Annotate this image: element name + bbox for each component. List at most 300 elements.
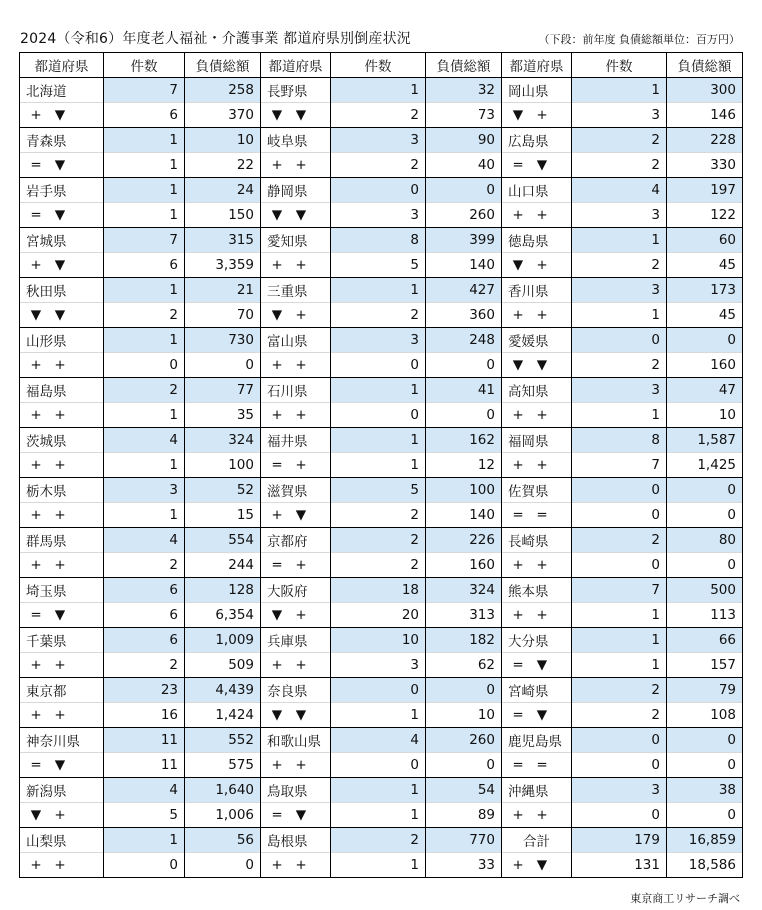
count-value: 2 xyxy=(104,378,185,403)
prefecture-name: 奈良県 xyxy=(261,678,331,703)
change-indicators xyxy=(261,703,331,728)
count-change-mark: = xyxy=(512,707,524,723)
debt-change-mark: = xyxy=(536,757,548,773)
prefecture-name: 長野県 xyxy=(261,78,331,103)
table-row-prev-year xyxy=(20,353,261,378)
change-indicators xyxy=(20,853,104,878)
debt-change-mark: + xyxy=(54,707,66,723)
count-value: 0 xyxy=(572,328,667,353)
prev-count-value: 0 xyxy=(331,353,426,378)
prefecture-name: 新潟県 xyxy=(20,778,104,803)
prefecture-name: 島根県 xyxy=(261,828,331,853)
table-row-prev-year xyxy=(20,103,261,128)
table-row xyxy=(261,178,502,203)
prev-debt-value: 0 xyxy=(426,753,502,778)
table-row xyxy=(261,578,502,603)
table-row-prev-year xyxy=(20,203,261,228)
table-row xyxy=(502,228,743,253)
prev-debt-value: 0 xyxy=(426,353,502,378)
count-change-mark: = xyxy=(512,507,524,523)
debt-change-mark: = xyxy=(536,507,548,523)
change-indicators xyxy=(502,403,572,428)
count-change-mark: = xyxy=(30,207,42,223)
table-row xyxy=(502,628,743,653)
prev-debt-value: 0 xyxy=(667,503,743,528)
debt-change-mark: + xyxy=(536,557,548,573)
prev-count-value: 1 xyxy=(104,203,185,228)
table-row xyxy=(261,478,502,503)
prev-debt-value: 330 xyxy=(667,153,743,178)
count-change-mark: = xyxy=(271,807,283,823)
prev-count-value: 0 xyxy=(572,803,667,828)
prev-debt-value: 3,359 xyxy=(185,253,261,278)
prefecture-name: 北海道 xyxy=(20,78,104,103)
debt-value: 248 xyxy=(426,328,502,353)
count-change-mark: + xyxy=(512,807,524,823)
prev-count-value: 5 xyxy=(331,253,426,278)
change-indicators xyxy=(20,553,104,578)
count-change-mark: = xyxy=(512,757,524,773)
table-row-prev-year xyxy=(502,653,743,678)
count-change-mark: + xyxy=(512,307,524,323)
prev-count-value: 1 xyxy=(331,853,426,878)
debt-value: 21 xyxy=(185,278,261,303)
prefecture-name: 鹿児島県 xyxy=(502,728,572,753)
prev-debt-value: 0 xyxy=(185,853,261,878)
prev-count-value: 3 xyxy=(331,203,426,228)
prev-count-value: 0 xyxy=(104,353,185,378)
count-change-mark: + xyxy=(512,407,524,423)
count-value: 11 xyxy=(104,728,185,753)
count-change-mark: + xyxy=(512,457,524,473)
prefecture-name: 高知県 xyxy=(502,378,572,403)
prefecture-name: 沖縄県 xyxy=(502,778,572,803)
debt-value: 173 xyxy=(667,278,743,303)
count-value: 2 xyxy=(572,128,667,153)
prefecture-name: 神奈川県 xyxy=(20,728,104,753)
debt-change-mark: ▼ xyxy=(536,157,548,173)
table-row-prev-year xyxy=(502,603,743,628)
prev-count-value: 1 xyxy=(331,803,426,828)
table-row xyxy=(20,278,261,303)
table-row xyxy=(20,78,261,103)
prefecture-table-middle xyxy=(260,52,502,878)
change-indicators xyxy=(261,753,331,778)
prefecture-name: 石川県 xyxy=(261,378,331,403)
count-value: 1 xyxy=(331,278,426,303)
table-row-prev-year xyxy=(261,153,502,178)
change-indicators xyxy=(502,703,572,728)
debt-value: 54 xyxy=(426,778,502,803)
table-row-prev-year xyxy=(502,553,743,578)
change-indicators xyxy=(502,553,572,578)
count-change-mark: ▼ xyxy=(512,357,524,373)
table-row-prev-year xyxy=(20,653,261,678)
debt-change-mark: + xyxy=(295,557,307,573)
table-row-prev-year xyxy=(261,603,502,628)
prev-count-value: 5 xyxy=(104,803,185,828)
prev-debt-value: 244 xyxy=(185,553,261,578)
debt-change-mark: + xyxy=(295,757,307,773)
prev-debt-value: 73 xyxy=(426,103,502,128)
prev-debt-value: 260 xyxy=(426,203,502,228)
change-indicators xyxy=(20,603,104,628)
debt-value: 1,009 xyxy=(185,628,261,653)
prev-count-value: 131 xyxy=(572,853,667,878)
change-indicators xyxy=(20,753,104,778)
count-change-mark: + xyxy=(30,507,42,523)
debt-change-mark: + xyxy=(54,357,66,373)
change-indicators xyxy=(261,403,331,428)
count-change-mark: + xyxy=(30,357,42,373)
table-row-prev-year xyxy=(261,253,502,278)
table-row-prev-year xyxy=(502,753,743,778)
debt-change-mark: + xyxy=(54,407,66,423)
prefecture-name: 山形県 xyxy=(20,328,104,353)
table-row xyxy=(502,578,743,603)
debt-value: 226 xyxy=(426,528,502,553)
prev-debt-value: 122 xyxy=(667,203,743,228)
table-row xyxy=(502,478,743,503)
count-change-mark: = xyxy=(30,607,42,623)
prev-debt-value: 15 xyxy=(185,503,261,528)
prev-debt-value: 113 xyxy=(667,603,743,628)
table-row-prev-year xyxy=(502,253,743,278)
debt-change-mark: + xyxy=(536,807,548,823)
header-debt: 負債総額 xyxy=(185,53,261,78)
prev-debt-value: 140 xyxy=(426,503,502,528)
change-indicators xyxy=(20,203,104,228)
prefecture-name: 山梨県 xyxy=(20,828,104,853)
debt-change-mark: ▼ xyxy=(54,307,66,323)
prev-count-value: 0 xyxy=(104,853,185,878)
count-value: 1 xyxy=(572,78,667,103)
count-value: 4 xyxy=(104,428,185,453)
prev-count-value: 1 xyxy=(104,153,185,178)
debt-change-mark: ▼ xyxy=(536,657,548,673)
table-row-prev-year xyxy=(20,303,261,328)
prefecture-table-right xyxy=(501,52,743,878)
debt-value: 500 xyxy=(667,578,743,603)
prefecture-name: 徳島県 xyxy=(502,228,572,253)
table-row-prev-year xyxy=(261,703,502,728)
debt-change-mark: ▼ xyxy=(536,857,548,873)
table-row xyxy=(20,528,261,553)
count-value: 4 xyxy=(572,178,667,203)
change-indicators xyxy=(502,203,572,228)
count-value: 1 xyxy=(104,128,185,153)
prev-count-value: 1 xyxy=(104,503,185,528)
debt-change-mark: + xyxy=(54,457,66,473)
prev-count-value: 0 xyxy=(331,753,426,778)
debt-value: 0 xyxy=(426,178,502,203)
count-change-mark: + xyxy=(30,707,42,723)
change-indicators xyxy=(261,303,331,328)
table-row xyxy=(261,278,502,303)
debt-change-mark: + xyxy=(295,307,307,323)
count-value: 2 xyxy=(331,528,426,553)
table-row xyxy=(502,378,743,403)
count-change-mark: = xyxy=(512,157,524,173)
debt-change-mark: ▼ xyxy=(295,507,307,523)
table-row xyxy=(502,128,743,153)
table-row xyxy=(261,628,502,653)
prev-debt-value: 157 xyxy=(667,653,743,678)
debt-value: 324 xyxy=(185,428,261,453)
table-row xyxy=(502,78,743,103)
change-indicators xyxy=(261,603,331,628)
debt-change-mark: ▼ xyxy=(54,207,66,223)
count-value: 7 xyxy=(572,578,667,603)
prev-debt-value: 89 xyxy=(426,803,502,828)
prev-count-value: 2 xyxy=(572,153,667,178)
prev-debt-value: 45 xyxy=(667,253,743,278)
prev-count-value: 0 xyxy=(331,403,426,428)
count-change-mark: + xyxy=(30,657,42,673)
prev-count-value: 1 xyxy=(572,403,667,428)
debt-change-mark: ▼ xyxy=(54,257,66,273)
change-indicators xyxy=(502,853,572,878)
prev-count-value: 1 xyxy=(572,653,667,678)
table-row xyxy=(261,828,502,853)
prefecture-name: 茨城県 xyxy=(20,428,104,453)
header-count: 件数 xyxy=(104,53,185,78)
count-value: 8 xyxy=(572,428,667,453)
debt-value: 4,439 xyxy=(185,678,261,703)
prefecture-name: 大分県 xyxy=(502,628,572,653)
debt-value: 77 xyxy=(185,378,261,403)
table-row xyxy=(20,228,261,253)
table-row xyxy=(261,378,502,403)
prev-debt-value: 45 xyxy=(667,303,743,328)
table-row xyxy=(261,728,502,753)
debt-change-mark: + xyxy=(536,407,548,423)
change-indicators xyxy=(20,403,104,428)
prev-debt-value: 108 xyxy=(667,703,743,728)
prev-debt-value: 1,424 xyxy=(185,703,261,728)
table-row-prev-year xyxy=(502,303,743,328)
change-indicators xyxy=(261,653,331,678)
debt-value: 730 xyxy=(185,328,261,353)
prev-debt-value: 100 xyxy=(185,453,261,478)
prev-count-value: 1 xyxy=(104,403,185,428)
debt-value: 16,859 xyxy=(667,828,743,853)
prev-debt-value: 10 xyxy=(426,703,502,728)
prev-count-value: 0 xyxy=(572,503,667,528)
page-title: 2024（令和6）年度老人福祉・介護事業 都道府県別倒産状況 xyxy=(20,31,411,47)
debt-value: 399 xyxy=(426,228,502,253)
count-value: 3 xyxy=(331,328,426,353)
count-value: 1 xyxy=(331,428,426,453)
change-indicators xyxy=(502,453,572,478)
count-change-mark: + xyxy=(30,107,42,123)
prefecture-name: 京都府 xyxy=(261,528,331,553)
table-row xyxy=(20,628,261,653)
table-row xyxy=(20,828,261,853)
count-value: 4 xyxy=(104,528,185,553)
count-change-mark: + xyxy=(30,557,42,573)
count-value: 0 xyxy=(572,728,667,753)
table-row-prev-year xyxy=(261,203,502,228)
debt-value: 162 xyxy=(426,428,502,453)
debt-value: 38 xyxy=(667,778,743,803)
change-indicators xyxy=(261,503,331,528)
table-row-prev-year xyxy=(502,353,743,378)
prev-count-value: 2 xyxy=(331,553,426,578)
debt-value: 80 xyxy=(667,528,743,553)
prev-count-value: 2 xyxy=(331,153,426,178)
prefecture-name: 広島県 xyxy=(502,128,572,153)
prev-debt-value: 6,354 xyxy=(185,603,261,628)
count-change-mark: + xyxy=(271,657,283,673)
prefecture-name: 宮崎県 xyxy=(502,678,572,703)
debt-change-mark: + xyxy=(295,357,307,373)
count-value: 0 xyxy=(331,678,426,703)
change-indicators xyxy=(502,253,572,278)
prefecture-name: 山口県 xyxy=(502,178,572,203)
table-row xyxy=(20,428,261,453)
debt-change-mark: + xyxy=(295,157,307,173)
table-row xyxy=(20,178,261,203)
prev-count-value: 6 xyxy=(104,103,185,128)
header-prefecture: 都道府県 xyxy=(20,53,104,78)
change-indicators xyxy=(502,653,572,678)
table-row-prev-year xyxy=(502,803,743,828)
prev-debt-value: 10 xyxy=(667,403,743,428)
debt-value: 100 xyxy=(426,478,502,503)
table-row xyxy=(20,578,261,603)
table-row-prev-year xyxy=(261,403,502,428)
debt-change-mark: + xyxy=(536,307,548,323)
prev-count-value: 2 xyxy=(572,253,667,278)
prev-debt-value: 0 xyxy=(667,553,743,578)
prev-debt-value: 0 xyxy=(667,803,743,828)
count-change-mark: + xyxy=(271,407,283,423)
count-change-mark: ▼ xyxy=(271,207,283,223)
table-row-prev-year xyxy=(20,453,261,478)
debt-value: 128 xyxy=(185,578,261,603)
prev-debt-value: 313 xyxy=(426,603,502,628)
prev-debt-value: 22 xyxy=(185,153,261,178)
change-indicators xyxy=(502,303,572,328)
table-row-prev-year xyxy=(261,853,502,878)
table-row-prev-year xyxy=(502,453,743,478)
prev-debt-value: 0 xyxy=(185,353,261,378)
table-row-prev-year xyxy=(20,853,261,878)
count-value: 1 xyxy=(331,78,426,103)
prefecture-name: 宮城県 xyxy=(20,228,104,253)
table-row xyxy=(502,728,743,753)
count-value: 1 xyxy=(104,828,185,853)
prev-count-value: 20 xyxy=(331,603,426,628)
count-change-mark: + xyxy=(30,257,42,273)
debt-value: 260 xyxy=(426,728,502,753)
change-indicators xyxy=(20,303,104,328)
prev-count-value: 1 xyxy=(572,303,667,328)
table-row xyxy=(261,128,502,153)
table-row xyxy=(20,478,261,503)
count-change-mark: + xyxy=(30,407,42,423)
count-change-mark: + xyxy=(271,357,283,373)
count-value: 1 xyxy=(104,328,185,353)
table-row xyxy=(261,428,502,453)
source-credit: 東京商工リサーチ調べ xyxy=(630,892,740,905)
count-change-mark: + xyxy=(271,757,283,773)
table-row-prev-year xyxy=(20,603,261,628)
debt-change-mark: ▼ xyxy=(295,207,307,223)
prev-count-value: 0 xyxy=(572,753,667,778)
header-debt: 負債総額 xyxy=(426,53,502,78)
debt-change-mark: + xyxy=(295,607,307,623)
prefecture-name: 大阪府 xyxy=(261,578,331,603)
count-change-mark: = xyxy=(271,557,283,573)
debt-change-mark: ▼ xyxy=(295,107,307,123)
count-change-mark: + xyxy=(512,607,524,623)
count-value: 6 xyxy=(104,578,185,603)
count-value: 179 xyxy=(572,828,667,853)
table-row xyxy=(20,728,261,753)
header-count: 件数 xyxy=(331,53,426,78)
table-row xyxy=(261,78,502,103)
debt-change-mark: + xyxy=(54,557,66,573)
debt-change-mark: + xyxy=(295,407,307,423)
count-value: 1 xyxy=(331,378,426,403)
change-indicators xyxy=(261,353,331,378)
prev-debt-value: 360 xyxy=(426,303,502,328)
prev-debt-value: 575 xyxy=(185,753,261,778)
prev-count-value: 3 xyxy=(572,203,667,228)
change-indicators xyxy=(502,103,572,128)
prefecture-name: 静岡県 xyxy=(261,178,331,203)
prefecture-name: 富山県 xyxy=(261,328,331,353)
debt-value: 427 xyxy=(426,278,502,303)
prefecture-name: 群馬県 xyxy=(20,528,104,553)
count-change-mark: ▼ xyxy=(30,807,42,823)
debt-value: 10 xyxy=(185,128,261,153)
prev-count-value: 6 xyxy=(104,253,185,278)
prefecture-name: 福岡県 xyxy=(502,428,572,453)
debt-change-mark: + xyxy=(295,257,307,273)
debt-value: 41 xyxy=(426,378,502,403)
prev-debt-value: 160 xyxy=(426,553,502,578)
count-change-mark: + xyxy=(512,557,524,573)
debt-change-mark: ▼ xyxy=(54,607,66,623)
prev-debt-value: 70 xyxy=(185,303,261,328)
prev-count-value: 6 xyxy=(104,603,185,628)
table-row xyxy=(261,678,502,703)
count-change-mark: + xyxy=(512,207,524,223)
prev-count-value: 1 xyxy=(572,603,667,628)
table-row xyxy=(20,328,261,353)
table-row xyxy=(20,778,261,803)
table-row xyxy=(261,528,502,553)
debt-value: 1,587 xyxy=(667,428,743,453)
prev-count-value: 0 xyxy=(572,553,667,578)
table-row-prev-year xyxy=(261,303,502,328)
prev-count-value: 1 xyxy=(104,453,185,478)
change-indicators xyxy=(20,453,104,478)
header-prefecture: 都道府県 xyxy=(502,53,572,78)
count-value: 1 xyxy=(104,178,185,203)
prev-count-value: 2 xyxy=(104,303,185,328)
count-change-mark: + xyxy=(271,857,283,873)
table-row-prev-year xyxy=(20,803,261,828)
debt-change-mark: + xyxy=(54,657,66,673)
debt-value: 552 xyxy=(185,728,261,753)
debt-change-mark: ▼ xyxy=(536,707,548,723)
table-row-prev-year xyxy=(261,553,502,578)
change-indicators xyxy=(20,803,104,828)
